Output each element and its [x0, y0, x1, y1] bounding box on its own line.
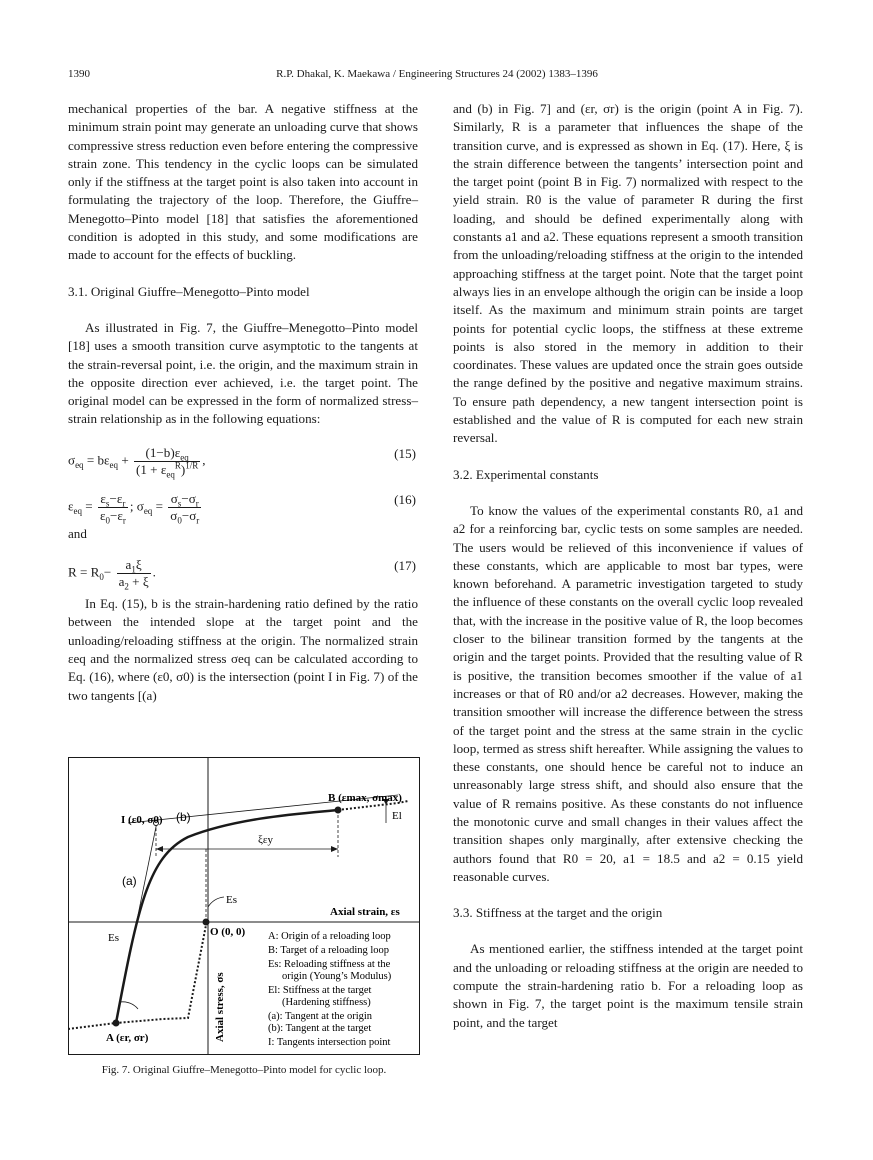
label-a: (a) — [122, 874, 137, 888]
equation-17: $R = R_0-$ $\frac{a_1\xi}{a_2 + \xi}$ . (17) — [68, 557, 416, 592]
point-A — [113, 1020, 120, 1027]
paragraph: mechanical properties of the bar. A negative stiffness at the minimum strain point may generate an unloading curve that shows compressive stress reduction even before entering the compressive strain zone. This tendency in the cyclic loops can be simulated only if the stiffness at the target point is also taken into account in formulating the trajectory of the loop. Therefore, the Giuffre–Menegotto–Pinto model [18] that satisfies the aforementioned condition is adopted in this study, and some modifications are made to account for the effects of buckling. — [68, 101, 418, 263]
svg-text:(a): Tangent at the origin: (a): Tangent at the origin — [268, 1011, 373, 1022]
left-column — [68, 100, 418, 705]
label-A: A (εr, σr) — [106, 1032, 149, 1044]
axis-x-label: Axial strain, εs — [330, 906, 400, 918]
svg-text:(b): Tangent at the target: (b): Tangent at the target — [268, 1023, 372, 1034]
right-column — [453, 100, 803, 1032]
label-Es-left: Es — [108, 932, 119, 944]
svg-text:origin (Young’s Modulus): origin (Young’s Modulus) — [282, 971, 392, 982]
figure-7 — [68, 757, 420, 1055]
label-B: B (εmax, σmax) — [328, 792, 402, 804]
label-O: O (0, 0) — [210, 926, 246, 938]
section-heading: 3.2. Experimental constants — [453, 466, 599, 482]
label-El: El — [392, 810, 402, 822]
equation-16: $\varepsilon_{eq}$ = $\frac{\varepsilon_s-\varepsilon_r}{\varepsilon_0-\varepsilon_r}$ ; $\sigma_{eq}$ = $\frac{\sigma_s-\sigma_r}{\sigma_0-\sigma_r}$ (16) — [68, 490, 416, 526]
equation-number: (16) — [394, 491, 416, 507]
paragraph: To know the values of the experimental constants R0, a1 and a2 for a reinforcing bar, cyclic tests on some samples are needed. The users would be relieved of this inconvenience if values of these constants, which are applicable to most bar types, were known beforehand. A parametric investigation targeted to study the influence of these constants on the overall cyclic loop revealed that, with the increase in the positive value of R, the loop becomes closer to the bilinear transition formed by the tangents at the origin and the target points. Provided that the resulting value of R is positive, the transition becomes smoother if the value of a1 increases or that of R0 and/or a2 decreases. However, making the transition smoother will increase the difference between the stress of the target point and the stress at the same strain in the cyclic loop, termed as stress shift hereafter. While assigning the values to these constants, one should hence be careful not to induce an unreasonably large stress shift, and should also ensure that the value of R remains positive. As these constants do not influence the monotonic curve and small changes in their values affect the transition shapes only marginally, after extensive checking the authors found that R0 = 20, a1 = 18.5 and a2 = 0.15 yield reasonable curves. — [453, 502, 803, 884]
paragraph: and — [68, 525, 87, 541]
point-B — [335, 807, 342, 814]
svg-text:El: Stiffness at the target: El: Stiffness at the target — [268, 985, 372, 996]
label-Es-top: Es — [226, 894, 237, 906]
paragraph: As mentioned earlier, the stiffness intended at the target point and the unloading or reloading stiffness at the origin are needed to compute the strain-hardening ratio b. For a reloading loop as shown in Fig. 7, the target point is the maximum tensile strain point, and the target — [453, 941, 803, 1030]
svg-text:(Hardening stiffness): (Hardening stiffness) — [282, 997, 371, 1008]
svg-text:Es: Reloading stiffness at the: Es: Reloading stiffness at the — [268, 959, 391, 970]
paragraph: As illustrated in Fig. 7, the Giuffre–Menegotto–Pinto model [18] uses a smooth transition curve asymptotic to the tangents at the strain-reversal point, i.e. the origin, and the maximum strain in the opposite direction ever achieved, i.e. the target point. The original model can be expressed in the form of normalized stress–strain relationship as in the following equations: — [68, 319, 418, 427]
label-I: I (ε0, σ0) — [121, 814, 163, 826]
paragraph: In Eq. (15), b is the strain-hardening ratio defined by the ratio between the intended slope at the target point and the unloading/reloading stiffness at the origin. The normalized strain εeq and the normalized stress σeq can be calculated according to Eq. (16), where (ε0, σ0) is the intersection (point I in Fig. 7) of the two tangents [(a) — [68, 596, 418, 703]
figure-caption: Fig. 7. Original Giuffre–Menegotto–Pinto model for cyclic loop. — [101, 1064, 387, 1076]
label-xi: ξεy — [258, 834, 274, 846]
svg-text:A: Origin of a reloading loop: A: Origin of a reloading loop — [268, 931, 391, 942]
equation-number: (17) — [394, 558, 416, 574]
axis-y-label: Axial stress, σs — [214, 972, 226, 1042]
label-b: (b) — [176, 810, 191, 824]
equation-number: (15) — [394, 445, 416, 461]
point-O — [203, 919, 210, 926]
running-title: R.P. Dhakal, K. Maekawa / Engineering Structures 24 (2002) 1383–1396 — [276, 68, 598, 80]
envelope-dotted — [68, 925, 206, 1029]
section-heading: 3.1. Original Giuffre–Menegotto–Pinto model — [68, 283, 310, 299]
svg-text:I: Tangents intersection point: I: Tangents intersection point — [268, 1037, 391, 1048]
section-heading: 3.3. Stiffness at the target and the origin — [453, 905, 663, 921]
svg-text:B: Target of a reloading loop: B: Target of a reloading loop — [268, 945, 390, 956]
figure-legend — [268, 931, 392, 1048]
running-header — [68, 68, 806, 86]
page-number: 1390 — [68, 68, 90, 80]
paragraph: and (b) in Fig. 7] and (εr, σr) is the origin (point A in Fig. 7). Similarly, R is a parameter that influences the shape of the transition curve, and is expressed as shown in Eq. (17). Here, ξ is the strain difference between the tangents’ intersection point and the target point (point B in Fig. 7) normalized with respect to the yield strain. R0 is the value of parameter R during the first loading, and should be defined experimentally along with constants a1 and a2. These equations represent a smooth transition from the unloading/reloading stiffness at the origin to the intended approaching stiffness at the target point. Note that the target point always lies in an envelope although the origin can be inside a loop itself. As the maximum and minimum strain points are target points for potential cyclic loops, the stiffness at these extreme points is also stored in the memory in addition to their coordinates. These values are updated once the strain goes outside the range defined by the positive and negative maximum strains. To ensure path dependency, a new tangent intersection point is established and the value of R is computed for each new strain reversal. — [453, 101, 803, 446]
equation-15: $\sigma_{eq} = b\varepsilon_{eq}$ + $\frac{(1-b)\varepsilon_{eq}}{(1 + \varepsilon_{eq}^R)^{1/R}}$ , (15) — [68, 444, 416, 480]
